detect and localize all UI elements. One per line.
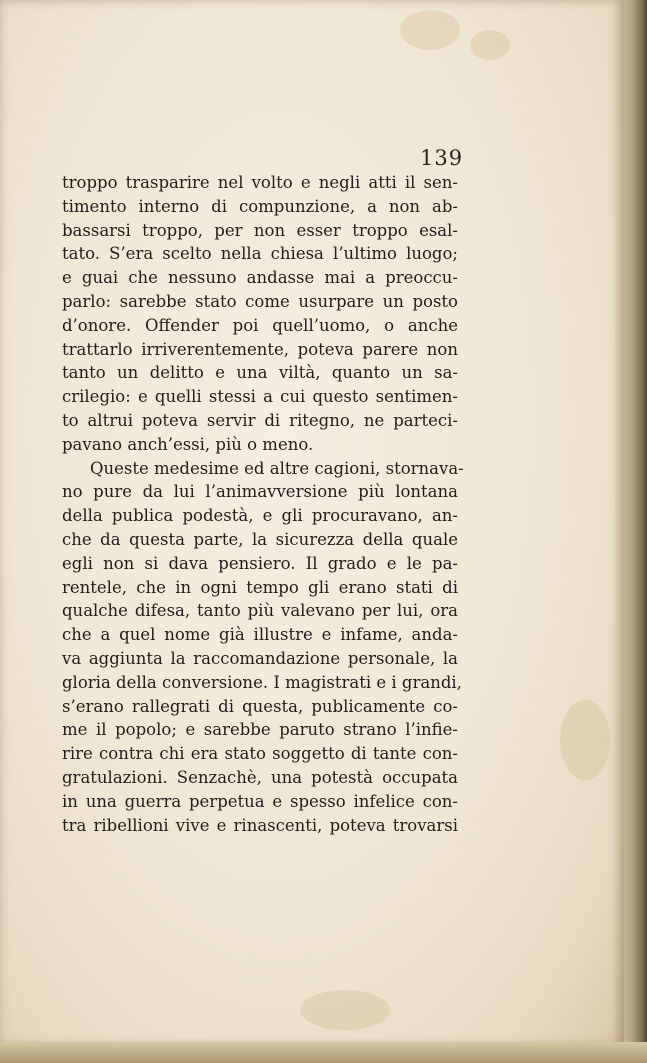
text-line: gloria della conversione. I magistrati e i grandi, xyxy=(62,672,462,692)
text-line: parlo: sarebbe stato come usurpare un posto xyxy=(62,291,458,311)
text-line: crilegio: e quelli stessi a cui questo sentimen- xyxy=(62,387,458,407)
text-line: tato. S’era scelto nella chiesa l’ultimo luogo; xyxy=(62,244,458,264)
text-line: in una guerra perpetua e spesso infelice con- xyxy=(62,791,458,811)
paper-stain xyxy=(470,30,510,60)
text-line: che a quel nome già illustre e infame, anda- xyxy=(62,625,458,645)
text-line: trattarlo irriverentemente, poteva parere non xyxy=(62,339,458,359)
text-line: egli non si dava pensiero. Il grado e le pa- xyxy=(62,553,458,573)
paragraph-1 xyxy=(62,171,458,457)
text-line: gratulazioni. Senzachè, una potestà occupata xyxy=(62,767,458,787)
text-line: e guai che nessuno andasse mai a preoccu- xyxy=(62,268,458,288)
text-line: to altrui poteva servir di ritegno, ne parteci- xyxy=(62,410,458,430)
paper-stain xyxy=(300,990,390,1030)
text-line: qualche difesa, tanto più valevano per lui, ora xyxy=(62,601,458,621)
text-line: troppo trasparire nel volto e negli atti il sen- xyxy=(62,173,458,192)
text-line: pavano anch’essi, più o meno. xyxy=(62,434,314,454)
text-line: me il popolo; e sarebbe paruto strano l’infie- xyxy=(62,720,458,740)
text-line: bassarsi troppo, per non esser troppo esal- xyxy=(62,220,458,240)
text-line: timento interno di compunzione, a non ab- xyxy=(62,196,458,216)
text-line: tra ribellioni vive e rinascenti, poteva trovarsi xyxy=(62,815,458,835)
text-line: d’onore. Offender poi quell’uomo, o anche xyxy=(62,315,458,335)
paper-stain xyxy=(560,700,610,780)
body-text xyxy=(62,171,464,837)
paper-stain xyxy=(400,10,460,50)
text-line: Queste medesime ed altre cagioni, stornava- xyxy=(90,458,464,478)
page-bottom-edge xyxy=(0,1042,647,1063)
text-line: s’erano rallegrati di questa, publicamente co- xyxy=(62,696,458,716)
paragraph-2 xyxy=(62,457,464,838)
text-line: della publica podestà, e gli procuravano, an- xyxy=(62,506,458,526)
text-line: rentele, che in ogni tempo gli erano stati di xyxy=(62,577,458,597)
text-line: tanto un delitto e una viltà, quanto un sa- xyxy=(62,363,458,383)
text-line: no pure da lui l’animavversione più lontana xyxy=(62,482,458,502)
text-line: che da questa parte, la sicurezza della quale xyxy=(62,529,458,549)
page-number: 139 xyxy=(420,146,464,170)
text-line: rire contra chi era stato soggetto di tante con- xyxy=(62,744,458,764)
text-line: va aggiunta la raccomandazione personale, la xyxy=(62,648,458,668)
